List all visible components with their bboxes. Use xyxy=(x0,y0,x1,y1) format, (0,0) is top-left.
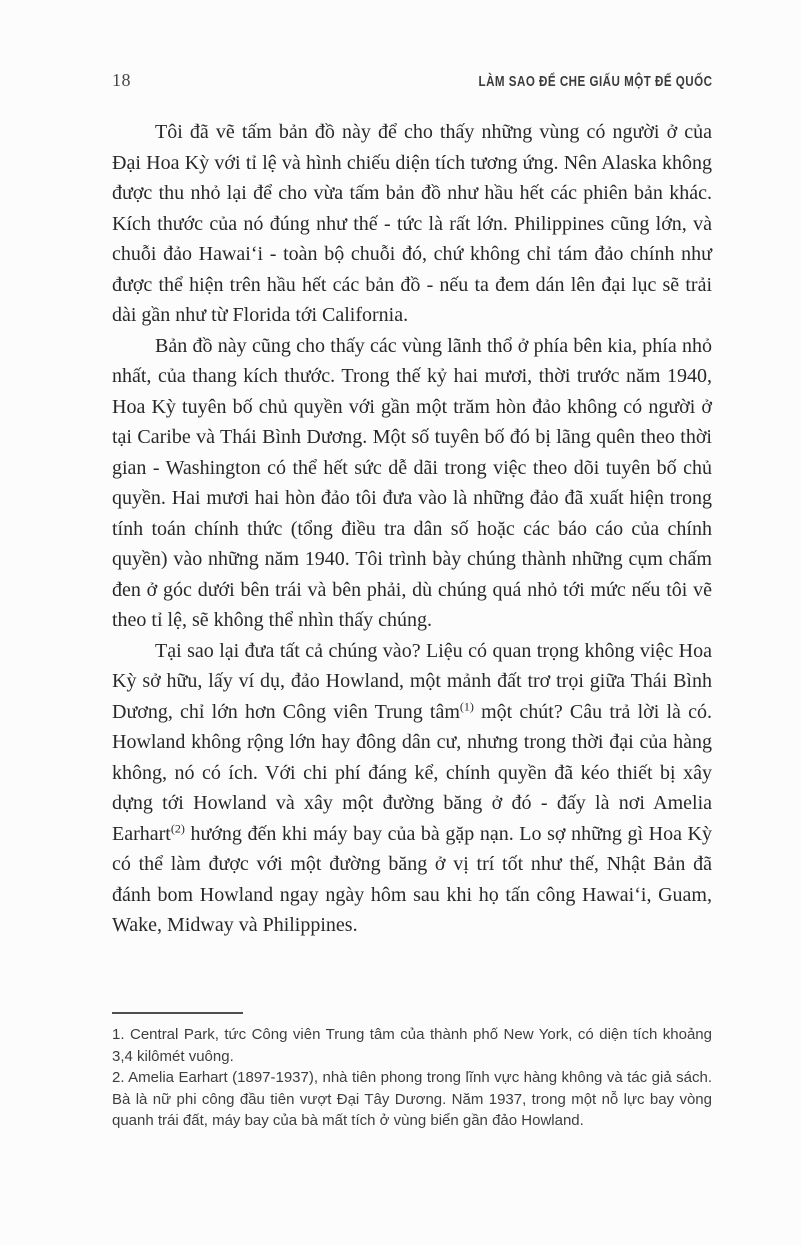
paragraph-3-text-b: một chút? Câu trả lời là có. Howland không rộng lớn hay đông dân cư, nhưng trong thời đại của hàng không, nó có ích. Với chi phí đáng kể, chính quyền đã kéo thiết bị xây dựng tới Howland và xây một đường băng ở đó - đấy là nơi Amelia Earhart xyxy=(112,700,713,845)
paragraph-3-text-c: hướng đến khi máy bay của bà gặp nạn. Lo sợ những gì Hoa Kỳ có thể làm được với một đường băng ở vị trí tốt như thế, Nhật Bản đã đánh bom Howland ngay ngày hôm sau khi họ tấn công Hawaiʻi, Guam, Wake, Midway và Philippines. xyxy=(112,822,712,936)
footnotes xyxy=(112,1012,712,1132)
paragraph-1 xyxy=(112,117,712,331)
paragraph-2-text: Bản đồ này cũng cho thấy các vùng lãnh thổ ở phía bên kia, phía nhỏ nhất, của thang kích thước. Trong thế kỷ hai mươi, thời trước năm 1940, Hoa Kỳ tuyên bố chủ quyền với gần một trăm hòn đảo không có người ở tại Caribe và Thái Bình Dương. Một số tuyên bố đó bị lãng quên theo thời gian - Washington có thể hết sức dễ dãi trong việc theo dõi tuyên bố chủ quyền. Hai mươi hai hòn đảo tôi đưa vào là những đảo đã xuất hiện trong tính toán chính thức (tổng điều tra dân số hoặc các báo cáo của chính quyền) vào những năm 1940. Tôi trình bày chúng thành những cụm chấm đen ở góc dưới bên trái và bên phải, dù chúng quá nhỏ tới mức nếu tôi vẽ theo tỉ lệ, sẽ không thể nhìn thấy chúng. xyxy=(112,334,712,631)
footnote-separator xyxy=(112,1012,243,1014)
footnote-ref-2: (2) xyxy=(170,820,185,835)
page-number: 18 xyxy=(112,70,131,90)
paragraph-3 xyxy=(112,636,712,941)
footnote-ref-1: (1) xyxy=(459,698,474,713)
paragraph-3-text-a: Tại sao lại đưa tất cả chúng vào? Liệu có quan trọng không việc Hoa Kỳ sở hữu, lấy ví dụ, đảo Howland, một mảnh đất trơ trọi giữa Thái Bình Dương, chỉ lớn hơn Công viên Trung tâm xyxy=(112,639,712,723)
footnote-1: 1. Central Park, tức Công viên Trung tâm của thành phố New York, có diện tích khoảng 3,4 kilômét vuông. xyxy=(112,1026,712,1065)
paragraph-2 xyxy=(112,331,712,636)
page-header xyxy=(112,70,712,91)
running-header-title: LÀM SAO ĐỂ CHE GIẤU MỘT ĐẾ QUỐC xyxy=(478,74,712,90)
paragraph-1-text: Tôi đã vẽ tấm bản đồ này để cho thấy những vùng có người ở của Đại Hoa Kỳ với tỉ lệ và hình chiếu diện tích tương ứng. Nên Alaska không được thu nhỏ lại để cho vừa tấm bản đồ như hầu hết các phiên bản khác. Kích thước của nó đúng như thế - tức là rất lớn. Philippines cũng lớn, và chuỗi đảo Hawaiʻi - toàn bộ chuỗi đó, chứ không chỉ tám đảo chính như được thể hiện trên hầu hết các bản đồ - nếu ta đem dán lên đại lục sẽ trải dài gần như từ Florida tới California. xyxy=(112,121,712,326)
footnote-2: 2. Amelia Earhart (1897-1937), nhà tiên phong trong lĩnh vực hàng không và tác giả sách. Bà là nữ phi công đầu tiên vượt Đại Tây Dương. Năm 1937, trong một nỗ lực bay vòng quanh trái đất, máy bay của bà mất tích ở vùng biển gần đảo Howland. xyxy=(112,1069,712,1129)
body-text xyxy=(112,117,712,941)
